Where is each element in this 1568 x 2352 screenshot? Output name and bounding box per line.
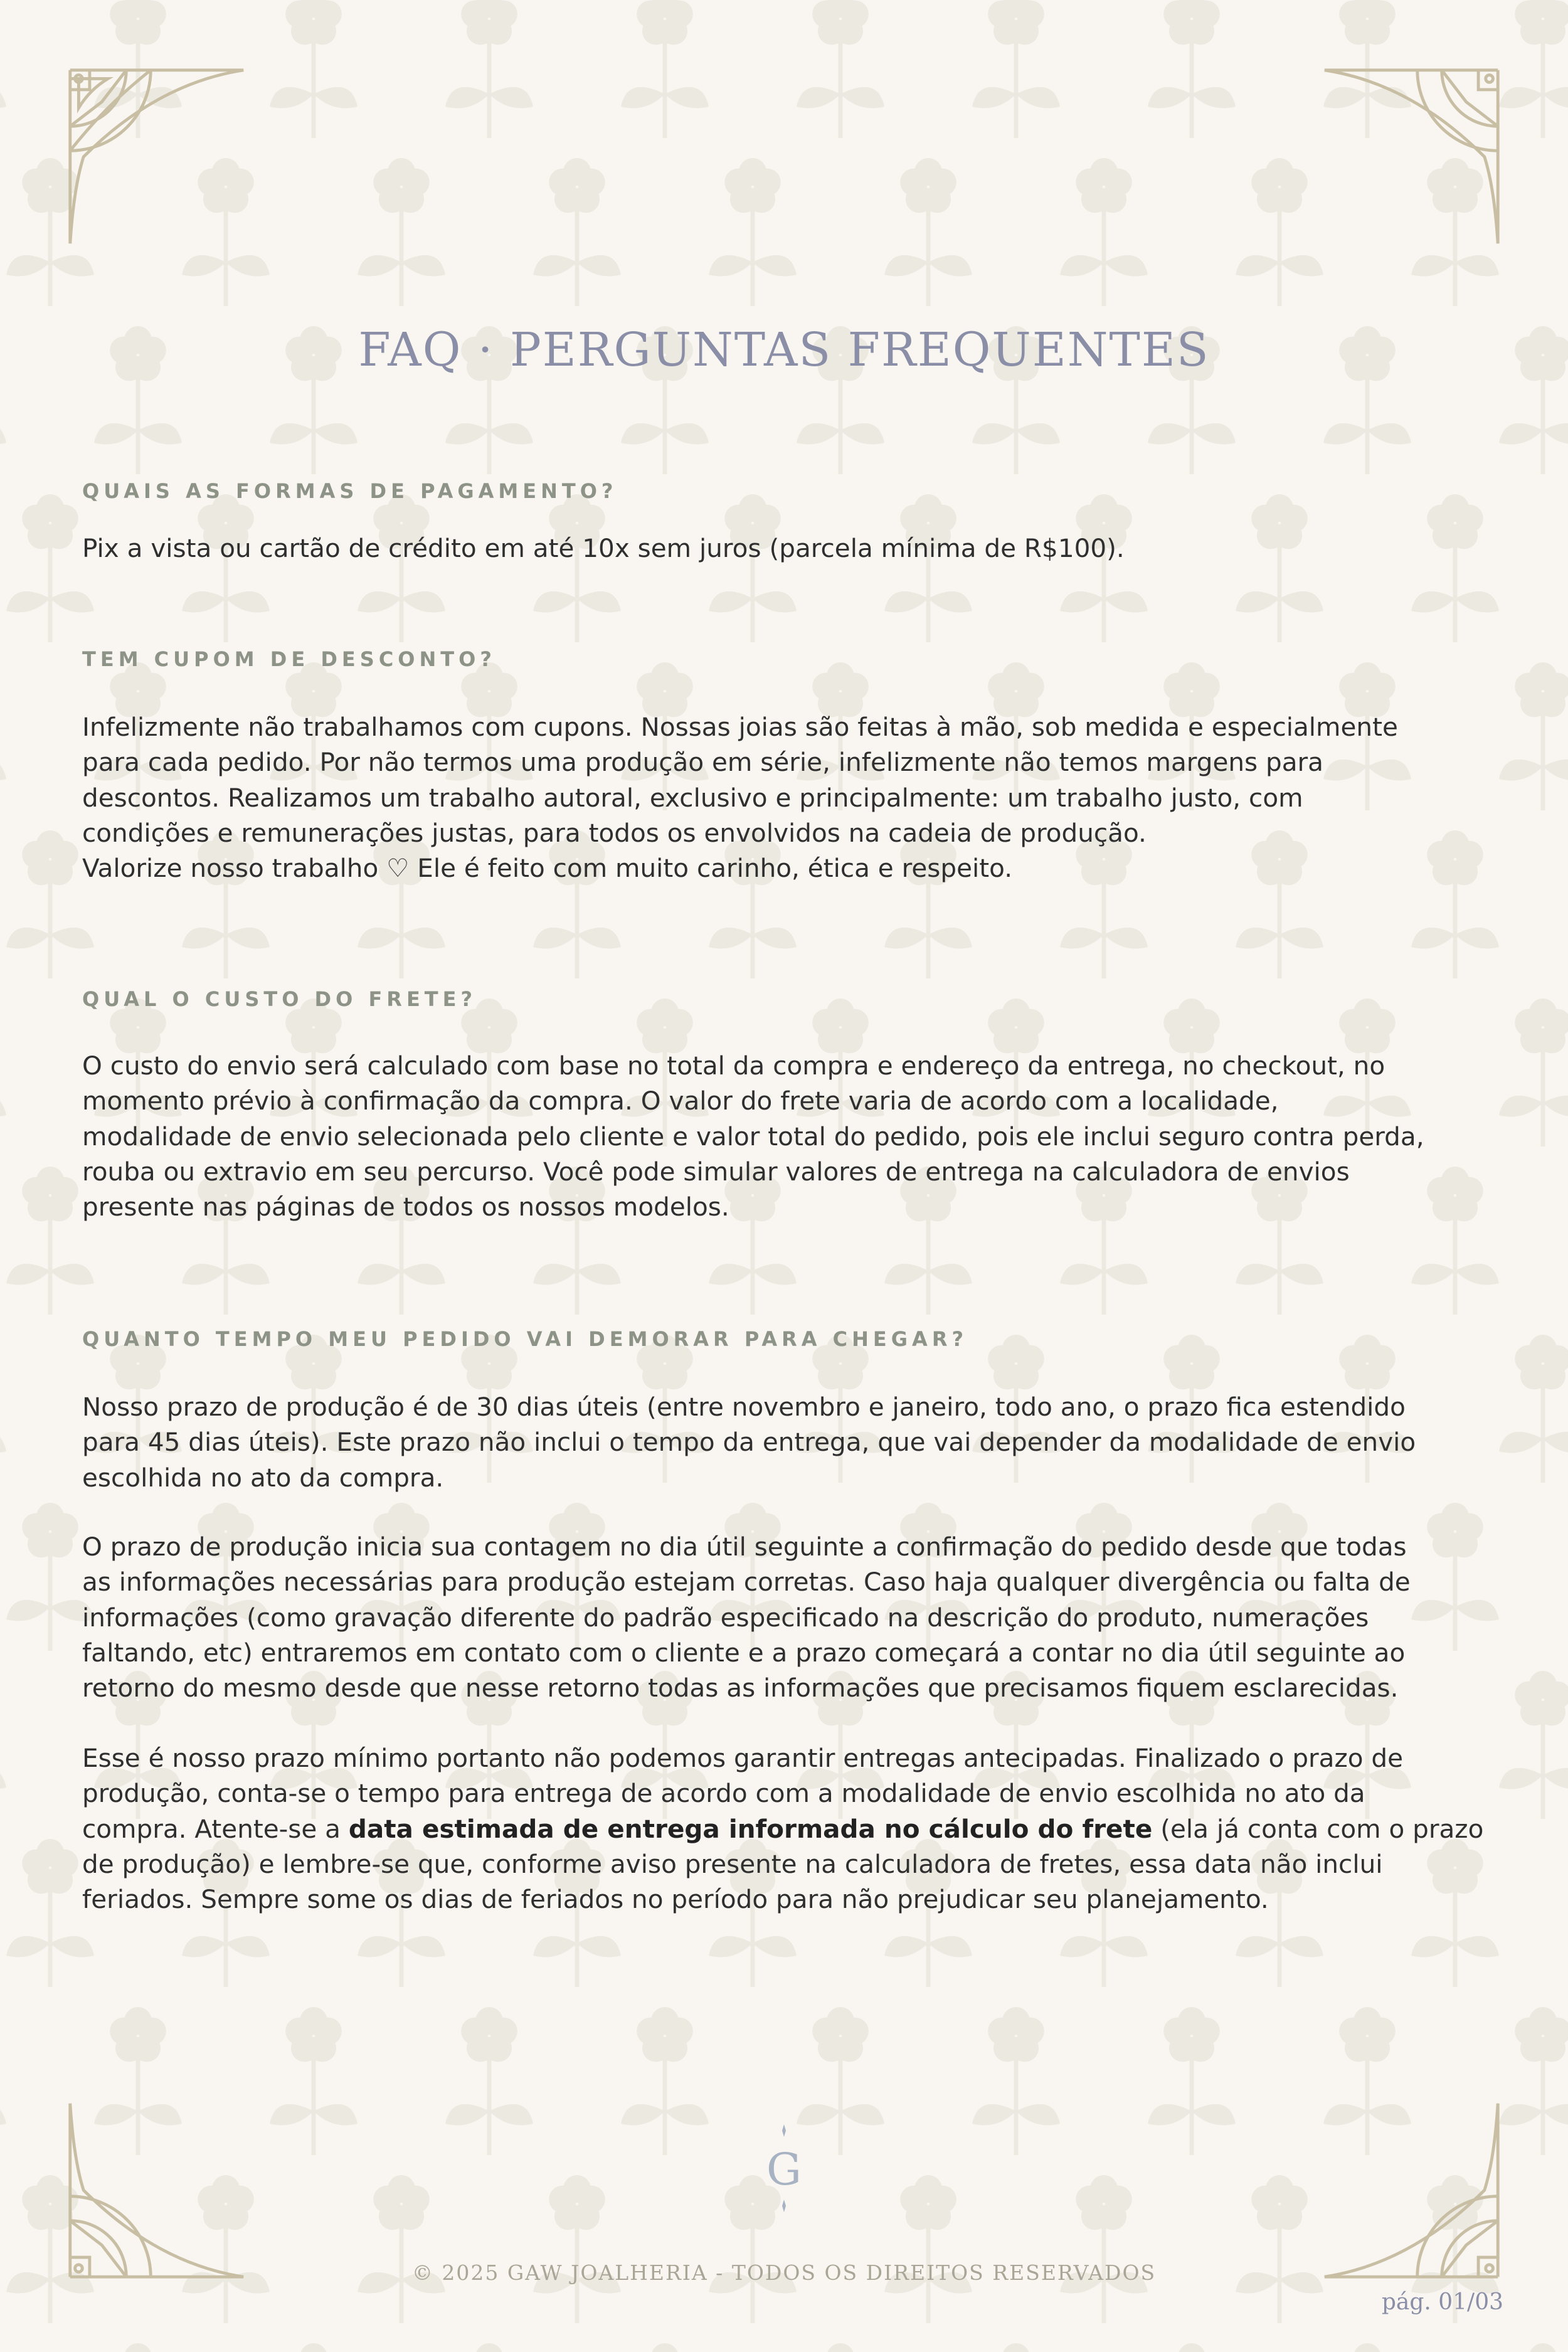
floral-motif [270, 2343, 358, 2352]
answer-line: O prazo de produção inicia sua contagem no dia útil seguinte a confirmação do pedido desde que todas [82, 1532, 1407, 1562]
answer-line: de produção) e lembre-se que, conforme aviso presente na calculadora de fretes, essa data não inclui [82, 1848, 1383, 1879]
floral-motif [1499, 1671, 1568, 1819]
floral-motif [1148, 0, 1236, 138]
floral-motif [621, 2343, 709, 2352]
faq-answer-delivery-time-p3 [82, 1740, 1500, 1917]
floral-motif [621, 0, 709, 138]
faq-answer-delivery-time-p1 [82, 1389, 1500, 1495]
floral-motif [1236, 158, 1323, 306]
page-title: FAQ · PERGUNTAS FREQUENTES [358, 323, 1210, 377]
answer-line: Esse é nosso prazo mínimo portanto não podemos garantir entregas antecipadas. Finalizado o prazo de [82, 1743, 1404, 1773]
answer-line: faltando, etc) entraremos em contato com o cliente e a prazo começará a contar no dia útil seguinte ao [82, 1637, 1406, 1668]
faq-answer-coupon [82, 709, 1500, 886]
floral-motif [884, 494, 972, 642]
floral-motif [0, 1335, 6, 1483]
answer-line: as informações necessárias para produção estejam corretas. Caso haja qualquer divergência ou falta de [82, 1567, 1411, 1597]
floral-motif [358, 494, 445, 642]
floral-motif [270, 0, 358, 138]
floral-motif [621, 2007, 709, 2155]
floral-motif [1236, 494, 1323, 642]
floral-motif [1060, 158, 1148, 306]
answer-text: (ela já conta com o prazo [1152, 1813, 1484, 1844]
floral-motif [445, 2343, 533, 2352]
floral-motif [270, 2007, 358, 2155]
answer-line: Nosso prazo de produção é de 30 dias úteis (entre novembro e janeiro, todo ano, o prazo fica estendido [82, 1392, 1406, 1422]
floral-motif [533, 2175, 621, 2323]
floral-motif [1499, 2343, 1568, 2352]
footer-copyright: © 2025 GAW JOALHERIA - TODOS OS DIREITOS RESERVADOS [411, 2260, 1157, 2285]
answer-line: para cada pedido. Por não termos uma produção em série, infelizmente não temos margens para [82, 747, 1324, 778]
brand-logo [759, 2123, 809, 2217]
floral-motif [1148, 2343, 1236, 2352]
corner-ornament-bottom-left [65, 2099, 248, 2282]
floral-motif [1499, 662, 1568, 810]
answer-line: presente nas páginas de todos os nossos modelos. [82, 1192, 729, 1222]
floral-motif [1499, 999, 1568, 1147]
floral-motif [1499, 2007, 1568, 2155]
answer-line: Valorize nosso trabalho ♡ Ele é feito com muito carinho, ética e respeito. [82, 853, 1013, 884]
highlighted-text: data estimada de entrega informada no cálculo do frete [348, 1813, 1153, 1844]
floral-motif [6, 1167, 94, 1315]
faq-question-shipping-cost: QUAL O CUSTO DO FRETE? [82, 987, 477, 1011]
floral-motif [1411, 494, 1499, 642]
floral-motif [797, 0, 884, 138]
floral-motif [972, 2343, 1060, 2352]
floral-motif [533, 158, 621, 306]
floral-motif [0, 0, 6, 138]
answer-line: escolhida no ato da compra. [82, 1462, 444, 1493]
answer-line [82, 1811, 1500, 1846]
answer-line: informações (como gravação diferente do padrão especificado na descrição do produto, numerações [82, 1602, 1369, 1633]
answer-line: descontos. Realizamos um trabalho autoral, exclusivo e principalmente: um trabalho justo, com [82, 782, 1303, 813]
answer-line: momento prévio à confirmação da compra. O valor do frete varia de acordo com a localidade, [82, 1086, 1279, 1116]
corner-ornament-bottom-right [1320, 2099, 1503, 2282]
floral-motif [0, 1671, 6, 1819]
floral-motif [445, 0, 533, 138]
floral-motif [6, 1839, 94, 1987]
answer-text: compra. Atente-se a [82, 1813, 349, 1844]
answer-line: retorno do mesmo desde que nesse retorno todas as informações que precisamos fiquem esclarecidas. [82, 1673, 1399, 1703]
answer-line: Pix a vista ou cartão de crédito em até 10x sem juros (parcela mínima de R$100). [82, 533, 1125, 563]
floral-motif [1060, 494, 1148, 642]
answer-line: Infelizmente não trabalhamos com cupons. Nossas joias são feitas à mão, sob medida e especialmente [82, 712, 1398, 742]
floral-motif [884, 2175, 972, 2323]
floral-motif [6, 830, 94, 978]
answer-line: feriados. Sempre some os dias de feriados no período para não prejudicar seu planejamento. [82, 1884, 1269, 1915]
floral-motif [1060, 2175, 1148, 2323]
floral-motif [972, 2007, 1060, 2155]
answer-line: produção, conta-se o tempo para entrega de acordo com a modalidade de envio escolhida no ato da [82, 1778, 1365, 1809]
page-number: pág. 01/03 [1381, 2289, 1503, 2315]
floral-motif [884, 158, 972, 306]
floral-motif [709, 158, 797, 306]
faq-question-coupon: TEM CUPOM DE DESCONTO? [82, 647, 496, 671]
faq-question-payment: QUAIS AS FORMAS DE PAGAMENTO? [82, 479, 618, 503]
floral-motif [1236, 2175, 1323, 2323]
floral-motif [533, 494, 621, 642]
answer-line: O custo do envio será calculado com base no total da compra e endereço da entrega, no checkout, no [82, 1051, 1385, 1081]
floral-motif [0, 662, 6, 810]
floral-motif [0, 999, 6, 1147]
faq-answer-payment [82, 531, 1500, 566]
answer-line: modalidade de envio selecionada pelo cliente e valor total do pedido, pois ele inclui seguro contra perda, [82, 1121, 1424, 1152]
floral-motif [797, 2343, 884, 2352]
floral-motif [1499, 1335, 1568, 1483]
floral-motif [358, 2175, 445, 2323]
floral-motif [1323, 2343, 1411, 2352]
sparkle-icon [782, 2200, 786, 2212]
logo-letter: G [766, 2144, 802, 2195]
faq-answer-delivery-time-p2 [82, 1529, 1500, 1705]
floral-motif [182, 494, 270, 642]
floral-motif [94, 2343, 182, 2352]
answer-line: condições e remunerações justas, para todos os envolvidos na cadeia de produção. [82, 817, 1147, 848]
floral-motif [358, 158, 445, 306]
faq-question-delivery-time: QUANTO TEMPO MEU PEDIDO VAI DEMORAR PARA CHEGAR? [82, 1327, 968, 1351]
floral-motif [0, 2007, 6, 2155]
floral-motif [797, 2007, 884, 2155]
floral-motif [972, 0, 1060, 138]
floral-motif [6, 494, 94, 642]
corner-ornament-top-left [65, 65, 248, 248]
floral-motif [709, 494, 797, 642]
faq-answer-shipping-cost [82, 1048, 1500, 1224]
sparkle-icon [782, 2124, 786, 2137]
answer-line: rouba ou extravio em seu percurso. Você pode simular valores de entrega na calculadora de envios [82, 1156, 1350, 1187]
floral-motif [1148, 2007, 1236, 2155]
corner-ornament-top-right [1320, 65, 1503, 248]
floral-motif [6, 1503, 94, 1651]
floral-motif [0, 2343, 6, 2352]
floral-motif [1499, 0, 1568, 138]
floral-motif [445, 2007, 533, 2155]
answer-line: para 45 dias úteis). Este prazo não inclui o tempo da entrega, que vai depender da modalidade de envio [82, 1427, 1416, 1458]
